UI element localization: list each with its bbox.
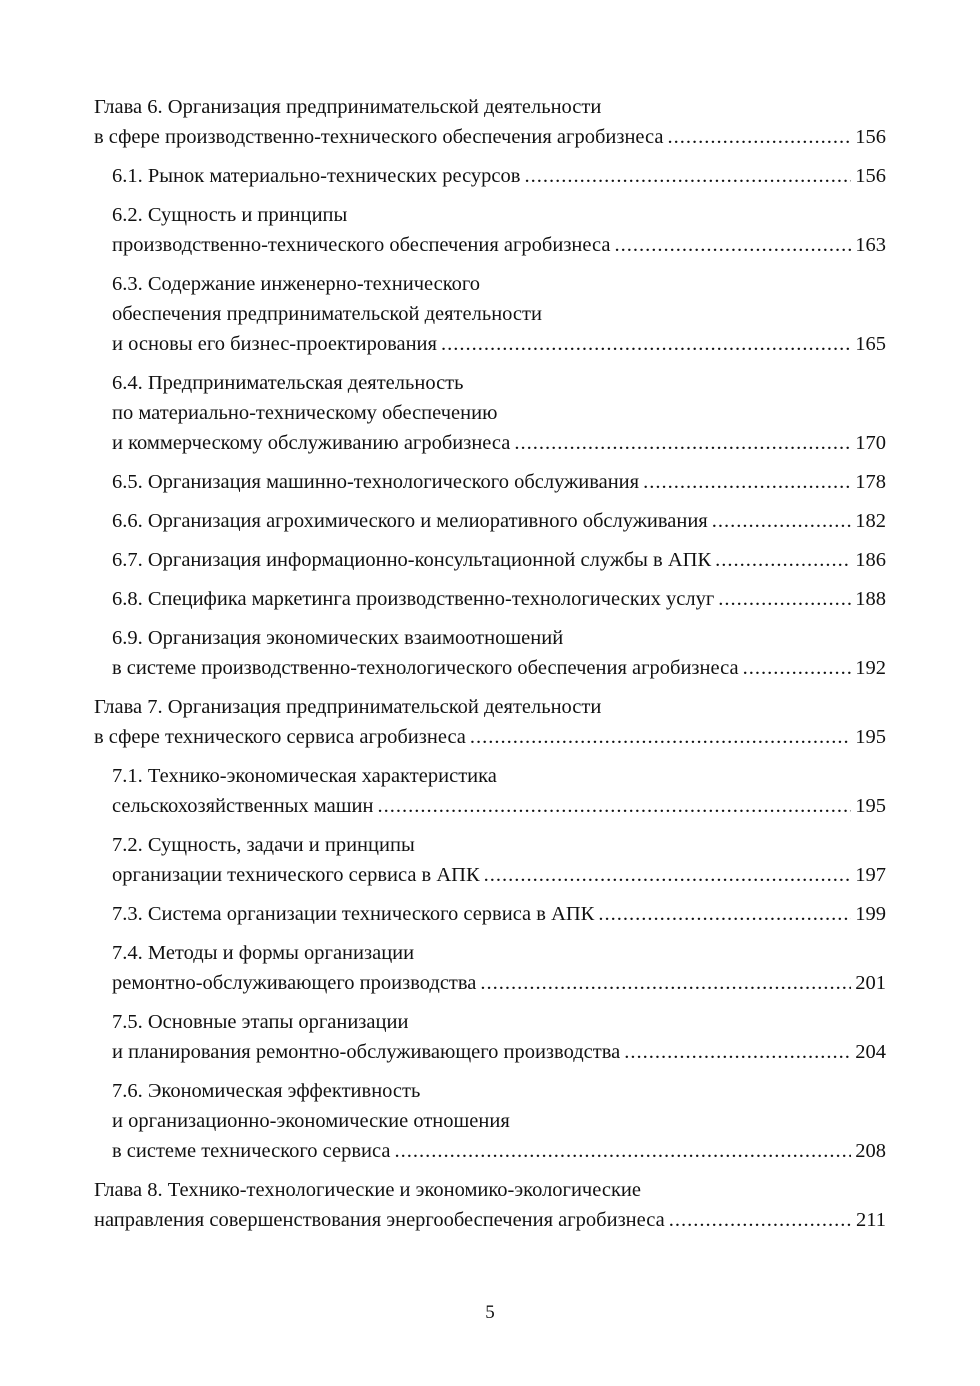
toc-page-number: 165 (855, 333, 886, 355)
toc-entry-title-line: 7.3. Система организации технического сервиса в АПК (112, 903, 595, 925)
dot-leader (484, 860, 852, 890)
toc-page-number: 156 (855, 165, 886, 187)
toc-entry-title-line: 6.8. Специфика маркетинга производственно-технологических услуг (112, 588, 715, 610)
toc-page-number: 204 (855, 1041, 886, 1063)
dot-leader (667, 122, 851, 152)
toc-section-entry[interactable] (94, 938, 886, 998)
toc-page-number: 199 (855, 903, 886, 925)
toc-entry-title-line: ремонтно-обслуживающего производства (112, 972, 477, 994)
toc-entry-title-line: в сфере технического сервиса агробизнеса (94, 726, 466, 748)
toc-entry-title-line: Глава 7. Организация предпринимательской деятельности (94, 696, 602, 718)
toc-section-entry[interactable] (94, 899, 886, 929)
toc-section-entry[interactable] (94, 584, 886, 614)
toc-entry-title-line: в системе производственно-технологического обеспечения агробизнеса (112, 657, 739, 679)
toc-chapter-entry[interactable] (94, 1175, 886, 1235)
toc-page-number: 188 (855, 588, 886, 610)
toc-entry-title-line: 6.1. Рынок материально-технических ресурсов (112, 165, 521, 187)
dot-leader (643, 467, 851, 497)
toc-section-entry[interactable] (94, 1007, 886, 1067)
toc-entry-title-line: 7.6. Экономическая эффективность (112, 1080, 421, 1102)
toc-entry-title-line: 6.2. Сущность и принципы (112, 204, 348, 226)
toc-section-entry[interactable] (94, 1076, 886, 1166)
toc-entry-title-line: 7.5. Основные этапы организации (112, 1011, 409, 1033)
toc-entry-title-line: производственно-технического обеспечения агробизнеса (112, 234, 611, 256)
toc-entry-leader-row (112, 653, 886, 683)
toc-entry-title-line: обеспечения предпринимательской деятельности (112, 303, 542, 325)
toc-entry-title-line: сельскохозяйственных машин (112, 795, 374, 817)
toc-entry-leader-row (112, 428, 886, 458)
toc-entry-leader-row (112, 791, 886, 821)
toc-entry-title-line: 6.9. Организация экономических взаимоотношений (112, 627, 564, 649)
toc-entry-leader-row (112, 899, 886, 929)
toc-entry-title-line: 6.4. Предпринимательская деятельность (112, 372, 464, 394)
toc-page-number: 195 (855, 726, 886, 748)
toc-page-number: 178 (855, 471, 886, 493)
dot-leader (394, 1136, 851, 1166)
dot-leader (718, 584, 851, 614)
toc-section-entry[interactable] (94, 269, 886, 359)
toc-page-number: 186 (855, 549, 886, 571)
toc-entry-title-line: и планирования ремонтно-обслуживающего производства (112, 1041, 621, 1063)
toc-page-number: 156 (855, 126, 886, 148)
toc-entry-leader-row (94, 122, 886, 152)
page-number: 5 (485, 1302, 495, 1323)
toc-entry-leader-row (112, 506, 886, 536)
toc-entry-title-line: 6.6. Организация агрохимического и мелиоративного обслуживания (112, 510, 708, 532)
toc-section-entry[interactable] (94, 761, 886, 821)
toc-page-number: 192 (855, 657, 886, 679)
toc-entry-title-line: 6.5. Организация машинно-технологического обслуживания (112, 471, 640, 493)
toc-entry-title-line: 6.7. Организация информационно-консультационной службы в АПК (112, 549, 712, 571)
toc-page-number: 208 (855, 1140, 886, 1162)
dot-leader (598, 899, 851, 929)
toc-section-entry[interactable] (94, 545, 886, 575)
dot-leader (480, 968, 851, 998)
toc-entry-title-line: Глава 6. Организация предпринимательской деятельности (94, 96, 602, 118)
toc-entry-leader-row (112, 545, 886, 575)
toc-entry-title-line: по материально-техническому обеспечению (112, 402, 498, 424)
toc-chapter-entry[interactable] (94, 692, 886, 752)
toc-entry-title-line: и коммерческому обслуживанию агробизнеса (112, 432, 511, 454)
table-of-contents (94, 92, 886, 1244)
toc-chapter-entry[interactable] (94, 92, 886, 152)
toc-page-number: 201 (855, 972, 886, 994)
dot-leader (743, 653, 852, 683)
toc-section-entry[interactable] (94, 200, 886, 260)
dot-leader (524, 161, 851, 191)
toc-entry-title-line: и организационно-экономические отношения (112, 1110, 510, 1132)
toc-section-entry[interactable] (94, 161, 886, 191)
toc-entry-title-line: Глава 8. Технико-технологические и экономико-экологические (94, 1179, 641, 1201)
toc-entry-leader-row (112, 230, 886, 260)
toc-entry-leader-row (112, 329, 886, 359)
dot-leader (470, 722, 851, 752)
toc-entry-leader-row (112, 1136, 886, 1166)
dot-leader (377, 791, 851, 821)
dot-leader (712, 506, 852, 536)
toc-page-number: 170 (855, 432, 886, 454)
toc-entry-title-line: 7.2. Сущность, задачи и принципы (112, 834, 415, 856)
toc-page-number: 195 (855, 795, 886, 817)
toc-entry-leader-row (112, 584, 886, 614)
toc-entry-leader-row (94, 1205, 886, 1235)
toc-page-number: 197 (855, 864, 886, 886)
toc-entry-title-line: 6.3. Содержание инженерно-технического (112, 273, 481, 295)
toc-entry-leader-row (112, 968, 886, 998)
toc-entry-leader-row (94, 722, 886, 752)
toc-entry-leader-row (112, 467, 886, 497)
toc-section-entry[interactable] (94, 830, 886, 890)
toc-section-entry[interactable] (94, 506, 886, 536)
toc-section-entry[interactable] (94, 368, 886, 458)
dot-leader (514, 428, 851, 458)
toc-entry-title-line: 7.1. Технико-экономическая характеристика (112, 765, 497, 787)
toc-entry-title-line: в сфере производственно-технического обеспечения агробизнеса (94, 126, 664, 148)
toc-page-number: 182 (855, 510, 886, 532)
toc-entry-title-line: направления совершенствования энергообеспечения агробизнеса (94, 1209, 665, 1231)
dot-leader (441, 329, 851, 359)
toc-entry-leader-row (112, 860, 886, 890)
toc-entry-title-line: организации технического сервиса в АПК (112, 864, 480, 886)
dot-leader (715, 545, 851, 575)
toc-entry-title-line: в системе технического сервиса (112, 1140, 391, 1162)
dot-leader (614, 230, 851, 260)
toc-section-entry[interactable] (94, 467, 886, 497)
toc-page-number: 211 (856, 1209, 886, 1231)
dot-leader (624, 1037, 851, 1067)
dot-leader (669, 1205, 852, 1235)
toc-section-entry[interactable] (94, 623, 886, 683)
toc-entry-title-line: 7.4. Методы и формы организации (112, 942, 415, 964)
toc-entry-leader-row (112, 161, 886, 191)
toc-entry-leader-row (112, 1037, 886, 1067)
toc-entry-title-line: и основы его бизнес-проектирования (112, 333, 437, 355)
toc-page-number: 163 (855, 234, 886, 256)
